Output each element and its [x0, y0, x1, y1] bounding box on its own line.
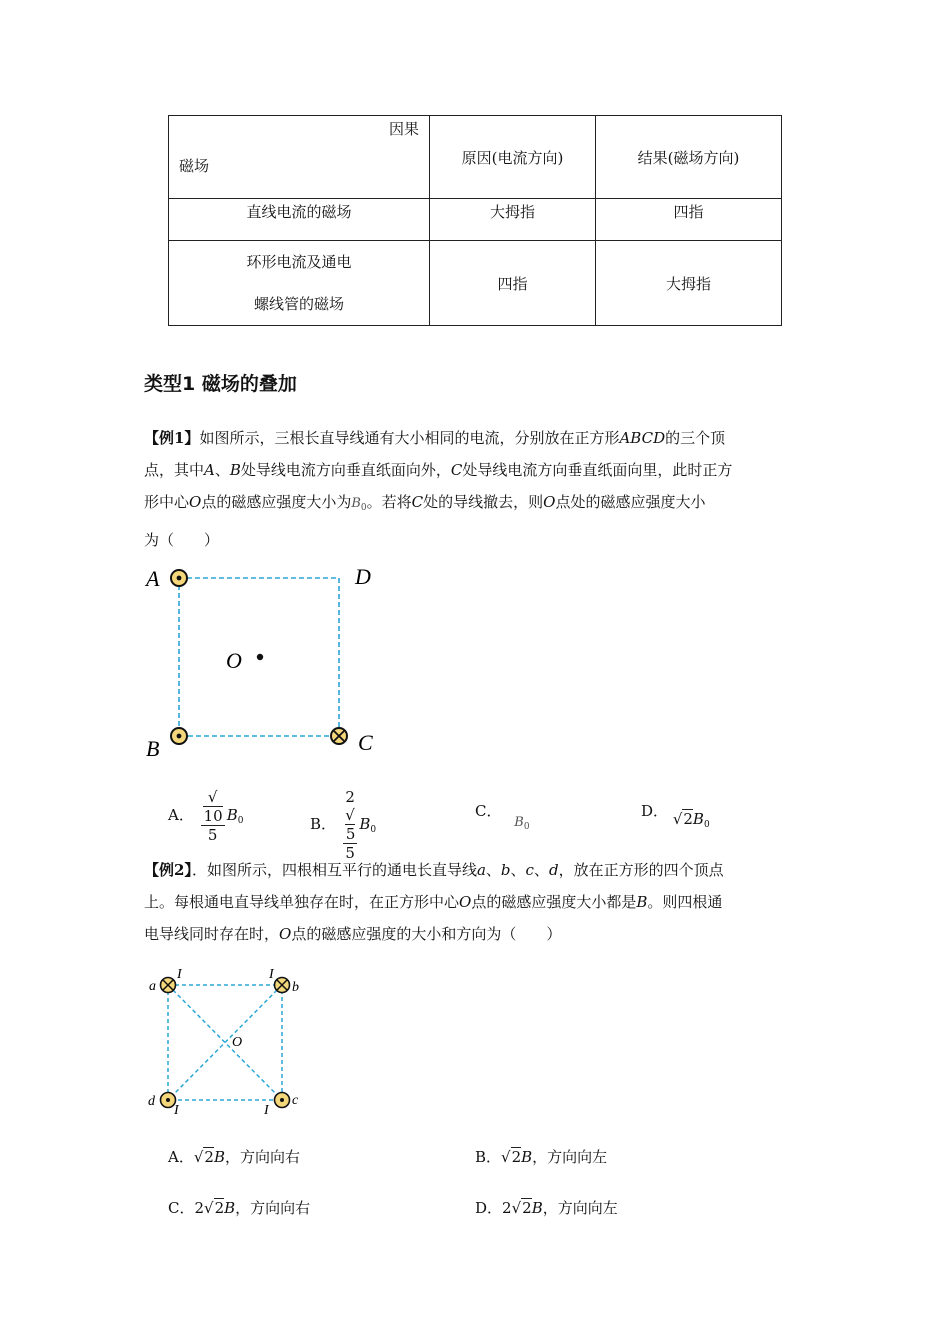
ex2-l2e: 。则四根通	[647, 893, 723, 911]
ex1-opt-b-fraction: 2 √ 5 5	[343, 788, 358, 862]
ex2-opt-b-rad: 2	[511, 1148, 522, 1166]
ex2-opt-b-letter: B．	[475, 1148, 502, 1166]
ex1-l1b: ABCD	[619, 429, 666, 447]
ex1-opt-b-den: 5	[345, 844, 355, 862]
ex1-l3h: 处的导线撤去，则	[423, 493, 544, 511]
label-d: d	[148, 1094, 155, 1109]
ex1-option-a[interactable]	[168, 788, 243, 844]
ex1-opt-d-letter: D．	[641, 802, 669, 820]
ex1-opt-b-var: B	[359, 815, 371, 833]
ex2-option-d[interactable]: D．2√2B，方向向左	[475, 1199, 618, 1217]
row1-result: 四指	[596, 199, 782, 241]
ex1-l1a: 如图所示，三根长直导线通有大小相同的电流，分别放在正方形	[199, 429, 620, 447]
ex1-l2f: C	[450, 461, 463, 479]
label-b: b	[292, 980, 299, 995]
ex1-opt-c-sub: 0	[523, 822, 530, 832]
row2-label-line2: 螺线管的磁场	[253, 295, 344, 313]
ex1-l3j: 点处的磁感应强度大小	[555, 493, 706, 511]
ex1-line1	[144, 422, 804, 454]
wire-b-in-icon	[275, 978, 290, 993]
ex1-opt-a-num: 10	[203, 807, 223, 825]
ex2-opt-a-var: B	[213, 1148, 225, 1166]
ex2-l2a: 上。每根通电直导线单独存在时，在正方形中心	[144, 893, 460, 911]
ex2-l1d: b	[500, 861, 511, 879]
ex1-l1c: 的三个顶	[665, 429, 726, 447]
ex2-line1	[144, 854, 804, 886]
ex1-opt-a-den: 5	[207, 826, 218, 844]
ex2-opt-d-var: B	[531, 1199, 543, 1217]
ex1-l3g: C	[411, 493, 424, 511]
center-point-icon	[257, 654, 263, 660]
label-i-d: I	[174, 1103, 179, 1118]
label-O: O	[226, 648, 242, 673]
ex2-opt-d-letter: D．	[475, 1199, 503, 1217]
ex2-l1c: 、	[485, 861, 501, 879]
label-a: a	[149, 979, 156, 994]
row2-cause: 四指	[430, 241, 596, 326]
ex2-l1e: 、	[510, 861, 526, 879]
label-i-a: I	[177, 967, 182, 982]
ex1-l2b: A	[204, 461, 215, 479]
row2-label-line1: 环形电流及通电	[246, 253, 352, 271]
ex2-l3c: 点的磁感应强度的大小和方向为（ ）	[291, 925, 562, 943]
ex2-tag: 【例2】	[144, 861, 192, 879]
wire-a-out-icon	[171, 570, 187, 586]
ex2-opt-c-var: B	[224, 1199, 236, 1217]
ex2-l1a: ．如图所示，四根相互平行的通电长直导线	[191, 861, 477, 879]
ex1-opt-a-var: B	[226, 806, 238, 824]
ex2-opt-d-coef: 2	[502, 1199, 512, 1217]
ex2-l1f: c	[525, 861, 534, 879]
corner-bottom-label: 磁场	[179, 157, 210, 175]
wire-b-out-icon	[171, 728, 187, 744]
ex2-opt-b-var: B	[521, 1148, 533, 1166]
row2-label	[169, 241, 430, 326]
ex2-opt-c-rad: 2	[214, 1199, 225, 1217]
ex2-l1g: 、	[533, 861, 549, 879]
ex2-opt-d-rad: 2	[522, 1199, 532, 1217]
ex1-opt-d-rad: 2	[683, 810, 693, 828]
ex2-l1i: ，放在正方形的四个顶点	[558, 861, 724, 879]
row1-cause: 大拇指	[430, 199, 596, 241]
col-cause-header: 原因(电流方向)	[430, 116, 596, 199]
ex2-opt-d-dir: ，方向向左	[542, 1199, 618, 1217]
ex1-opt-c-letter: C．	[475, 802, 502, 820]
rule-table	[168, 115, 782, 326]
ex1-l2e: 处导线电流方向垂直纸面向外，	[240, 461, 451, 479]
ex1-l2d: B	[229, 461, 241, 479]
label-D: D	[355, 564, 371, 589]
ex2-l2d: B	[636, 893, 648, 911]
ex1-l3d: B	[351, 496, 361, 511]
ex1-line2	[144, 454, 804, 486]
ex2-l1b: a	[476, 861, 486, 879]
ex2-l3a: 电导线同时存在时，	[144, 925, 280, 943]
ex1-option-b[interactable]	[310, 788, 376, 862]
ex1-l3b: O	[189, 493, 202, 511]
ex1-option-d[interactable]: D． $√2B_0$	[641, 802, 710, 830]
ex2-opt-a-dir: ，方向向右	[224, 1148, 300, 1166]
example2-figure	[140, 960, 320, 1120]
ex2-opt-a-letter: A．	[168, 1148, 194, 1166]
label-C: C	[358, 730, 373, 755]
ex2-opt-a-rad: 2	[204, 1148, 214, 1166]
wire-c-in-icon	[331, 728, 347, 744]
ex1-l2g: 处导线电流方向垂直纸面向里，此时正方	[462, 461, 733, 479]
row1-label: 直线电流的磁场	[169, 199, 430, 241]
ex2-l3b: O	[279, 925, 292, 943]
col-result-header: 结果(磁场方向)	[596, 116, 782, 199]
ex1-opt-b-coef: 2	[345, 788, 355, 806]
ex2-opt-c-letter: C．	[168, 1199, 195, 1217]
ex1-opt-c-var: B	[514, 815, 524, 830]
corner-top-label: 因果	[388, 120, 419, 138]
row2-result: 大拇指	[596, 241, 782, 326]
ex1-opt-a-fraction: √ 10 5	[201, 788, 225, 844]
ex1-l3e: 0	[360, 503, 367, 513]
ex2-l2b: O	[459, 893, 472, 911]
ex1-tag: 【例1】	[144, 429, 200, 447]
label-i-c: I	[264, 1103, 269, 1118]
label-A: A	[146, 566, 160, 591]
ex1-l3a: 形中心	[144, 493, 190, 511]
ex1-opt-a-sub: 0	[237, 816, 244, 826]
ex2-option-a[interactable]: A．√2B，方向向右	[168, 1148, 300, 1166]
label-o: O	[232, 1035, 243, 1050]
ex1-line4: 为（ ）	[144, 531, 220, 549]
ex1-line3	[144, 486, 804, 524]
label-c: c	[292, 1093, 299, 1108]
ex1-opt-b-num: 5	[345, 825, 356, 843]
ex1-option-c[interactable]	[475, 800, 530, 832]
ex1-l2a: 点，其中	[144, 461, 205, 479]
example1-figure	[140, 560, 390, 770]
label-i-b: I	[269, 967, 274, 982]
ex2-line3	[144, 918, 804, 950]
example2-text	[144, 854, 804, 950]
ex2-l2c: 点的磁感应强度大小都是	[471, 893, 637, 911]
ex1-l3f: 。若将	[366, 493, 412, 511]
ex2-opt-c-coef: 2	[194, 1199, 205, 1217]
ex1-l3c: 点的磁感应强度大小为	[201, 493, 352, 511]
ex1-l2c: 、	[214, 461, 230, 479]
ex2-option-b[interactable]: B．√2B，方向向左	[475, 1148, 608, 1166]
ex2-line2	[144, 886, 804, 918]
ex1-l3i: O	[543, 493, 556, 511]
ex1-opt-b-letter: B．	[310, 815, 337, 833]
ex1-opt-a-letter: A．	[168, 806, 194, 824]
section-title: 类型1 磁场的叠加	[144, 373, 297, 395]
label-B: B	[146, 736, 160, 761]
ex2-option-c[interactable]: C．2√2B，方向向右	[168, 1199, 311, 1217]
wire-a-in-icon	[161, 978, 176, 993]
ex2-opt-c-dir: ，方向向右	[235, 1199, 311, 1217]
wire-c-out-icon	[275, 1093, 290, 1108]
ex1-opt-b-sub: 0	[370, 825, 377, 835]
ex1-opt-d-sub: 0	[703, 820, 710, 830]
ex2-l1h: d	[548, 861, 559, 879]
table-corner-cell	[169, 116, 430, 199]
example1-text	[144, 422, 804, 556]
ex2-opt-b-dir: ，方向向左	[532, 1148, 608, 1166]
ex1-opt-d-var: B	[692, 810, 704, 828]
